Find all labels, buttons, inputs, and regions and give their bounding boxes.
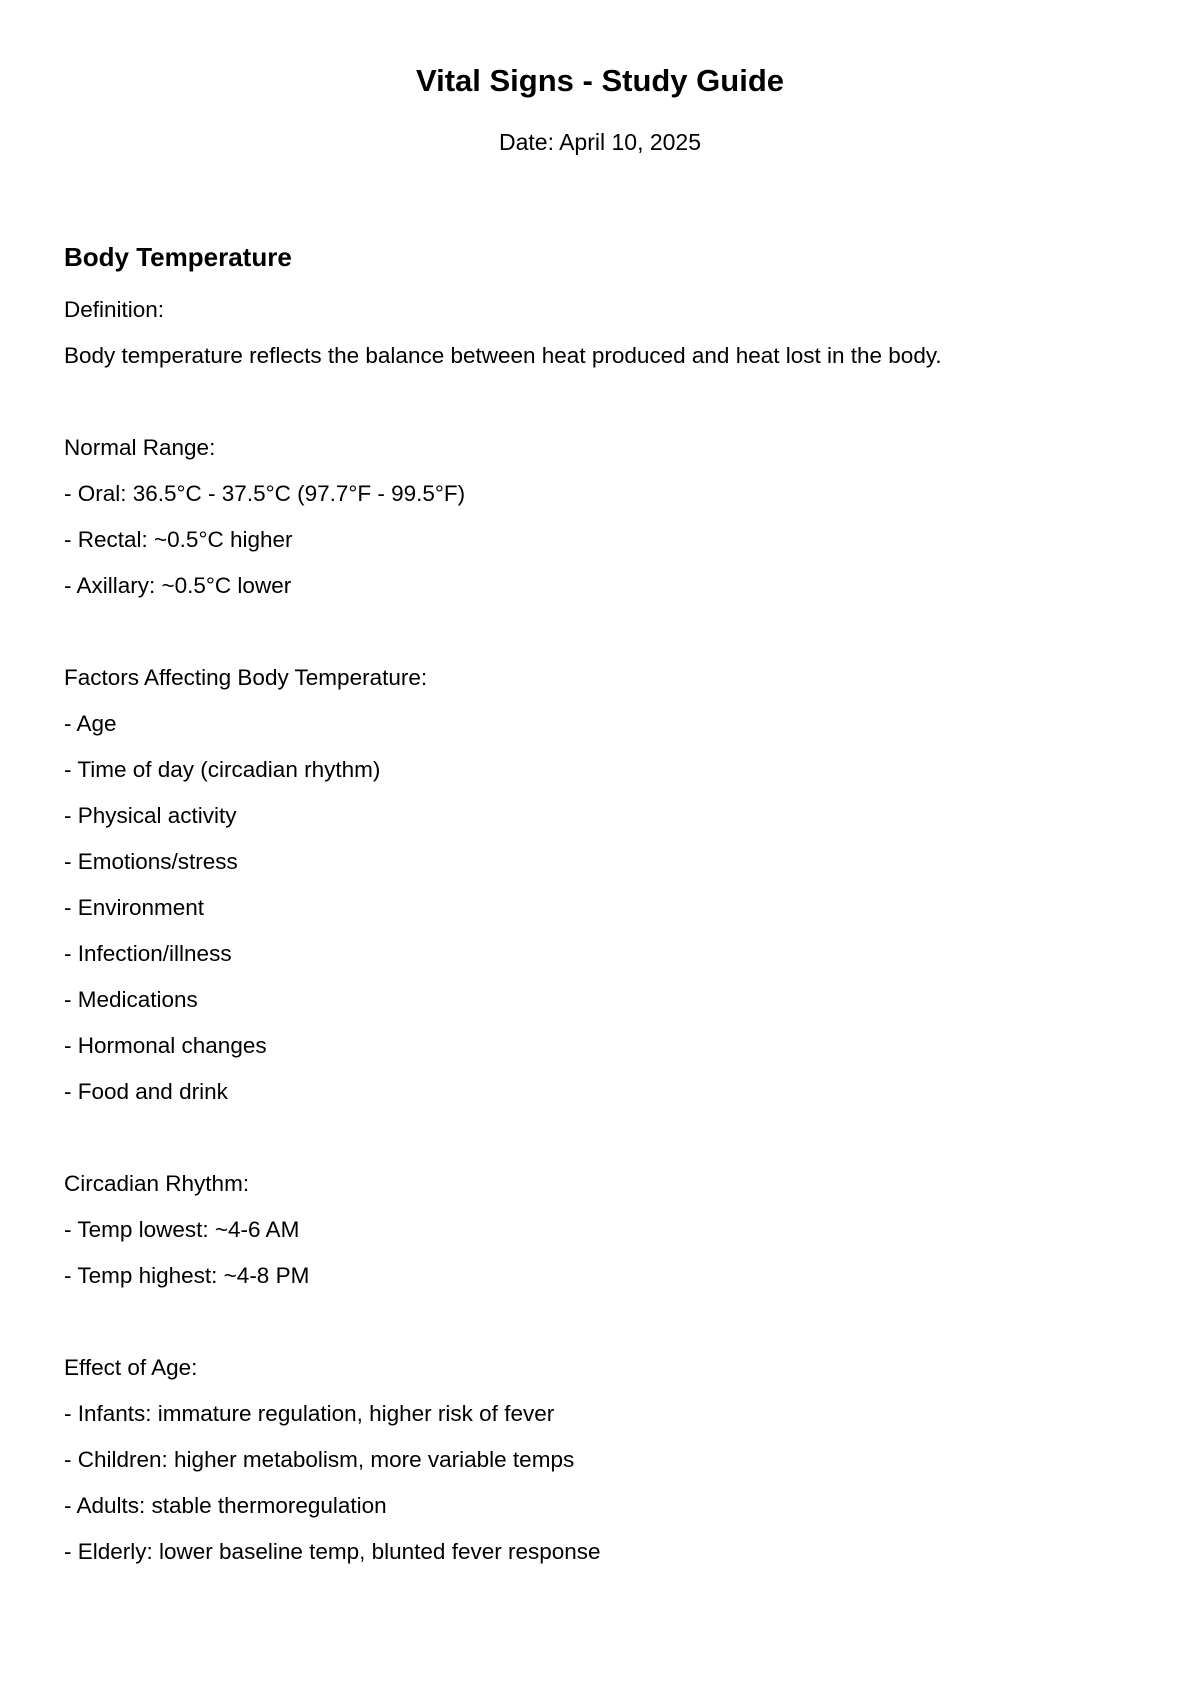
age-effect-label: Effect of Age: [64,1355,198,1380]
list-item: - Age [64,711,117,736]
list-item: - Elderly: lower baseline temp, blunted fever response [64,1539,601,1564]
normal-range-label: Normal Range: [64,435,216,460]
list-item: - Children: higher metabolism, more variable temps [64,1447,575,1472]
spacer [64,388,1144,434]
list-item: - Infants: immature regulation, higher risk of fever [64,1401,555,1426]
document-title: Vital Signs - Study Guide [415,63,785,98]
list-item: - Hormonal changes [64,1033,267,1058]
spacer [64,1308,1144,1354]
list-item: - Rectal: ~0.5°C higher [64,527,293,552]
list-item: - Time of day (circadian rhythm) [64,757,381,782]
list-item: - Medications [64,987,198,1012]
list-item: - Axillary: ~0.5°C lower [64,573,292,598]
list-item: - Physical activity [64,803,237,828]
list-item: - Temp highest: ~4-8 PM [64,1263,310,1288]
circadian-label: Circadian Rhythm: [64,1171,250,1196]
definition-text: Body temperature reflects the balance between heat produced and heat lost in the body. [64,343,942,368]
definition-label: Definition: [64,297,165,322]
section-body [64,296,1144,1584]
spacer [64,1124,1144,1170]
list-item: - Environment [64,895,205,920]
list-item: - Oral: 36.5°C - 37.5°C (97.7°F - 99.5°F) [64,481,466,506]
list-item: - Temp lowest: ~4-6 AM [64,1217,300,1242]
list-item: - Emotions/stress [64,849,238,874]
list-item: - Adults: stable thermoregulation [64,1493,387,1518]
section-heading: Body Temperature [64,242,292,272]
list-item: - Infection/illness [64,941,232,966]
spacer [64,618,1144,664]
document-date: Date: April 10, 2025 [498,129,702,155]
list-item: - Food and drink [64,1079,228,1104]
factors-label: Factors Affecting Body Temperature: [64,665,428,690]
